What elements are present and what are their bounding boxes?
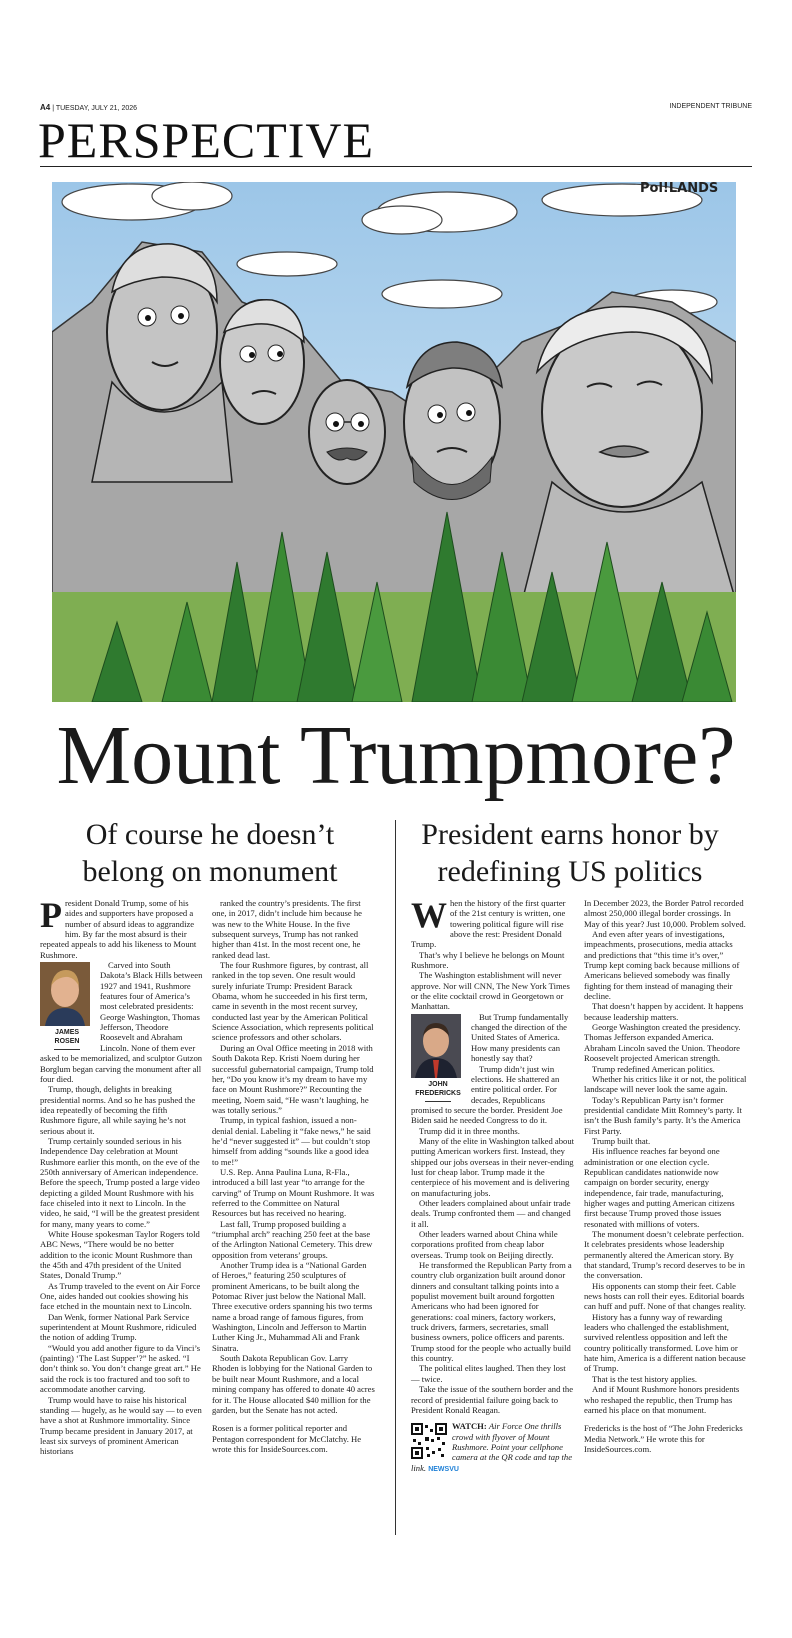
- paragraph: [411, 1126, 574, 1136]
- paragraph: [584, 1074, 747, 1095]
- paragraph: [212, 960, 375, 1043]
- paragraph-text: Many of the elite in Washington talked about putting American workers first. Instead, they shipped our jobs overseas in their never-ending lust for cheap labor. Trump made it the centerpiece of his movement and is delivering on manufacturing jobs.: [411, 1135, 574, 1198]
- paragraph: [584, 1001, 747, 1022]
- paragraph-text: As Trump traveled to the event on Air Force One, aides handed out cookies showing his face etched in the mountain next to Lincoln.: [40, 1280, 201, 1312]
- paragraph-text: That is the test history applies.: [592, 1373, 698, 1384]
- rosen-column-1: [40, 895, 203, 1457]
- paragraph-text: Another Trump idea is a “National Garden of Heroes,” featuring 250 sculptures of prominent Americans, to be built along the Potomac River just below the National Mall. Three executive orders spanning his two terms name a broad range of famous figures, from Washington, Lincoln and Jefferson to Martin Luther King Jr., Muhammad Ali and Frank Sinatra.: [212, 1260, 373, 1353]
- editorial-cartoon: [52, 182, 736, 702]
- paragraph: [411, 1198, 574, 1229]
- paragraph: [584, 1136, 747, 1146]
- paragraph-text: Last fall, Trump proposed building a “triumphal arch” reaching 250 feet at the base of the Arlington National Cemetery. This drew opposition from veterans’ groups.: [212, 1218, 373, 1260]
- paragraph-text: White House spokesman Taylor Rogers told ABC News, “There would be no better addition to the iconic Mount Rushmore than the 45th and 47th president of the United States, Donald Trump.”: [40, 1229, 200, 1281]
- paragraph: [40, 1395, 203, 1457]
- paragraph-text: Trump didn’t just win elections. He shattered an entire political order. For decades, Republicans promised to secure the border. President Joe Biden said he needed Congress to do it.: [411, 1063, 563, 1126]
- fredericks-column-1: [411, 895, 574, 1475]
- paragraph: [40, 895, 203, 960]
- qr-code-icon[interactable]: [411, 1423, 447, 1459]
- paragraph: [212, 1043, 375, 1115]
- watch-video-promo[interactable]: [411, 1421, 574, 1475]
- left-deck: Of course he doesn’t belong on monument: [82, 818, 338, 888]
- paragraph-text: Other leaders complained about unfair trade deals. Trump confronted them — and changed it all.: [411, 1197, 571, 1229]
- paragraph: [584, 929, 747, 1001]
- paragraph-text: Dan Wenk, former National Park Service superintendent at Mount Rushmore, ridiculed the notion of adding Trump.: [40, 1311, 197, 1343]
- paragraph-text: Carved into South Dakota’s Black Hills between 1927 and 1941, Rushmore features four of America’s most celebrated presidents: George Washington, Thomas Jefferson, Theodore Roosevelt and Abraham Lincoln. None of them ever asked to be memorialized, and sculptor Gutzon Borglum began carving the monument after all four died.: [40, 960, 203, 1084]
- paragraph-text: Trump would have to raise his historical standing — hugely, as he would say — to even have a shot at Rushmore immortality. Since Trump became president in January 2017, at least six surveys of prominent American historians: [40, 1394, 202, 1457]
- paragraph: [584, 898, 747, 929]
- paragraph-text: Take the issue of the southern border and the record of presidential failure going back to President Ronald Reagan.: [411, 1384, 574, 1415]
- paragraph: [212, 1353, 375, 1415]
- fredericks-last-name: FREDERICKS: [415, 1089, 461, 1097]
- paper-name: INDEPENDENT TRIBUNE: [669, 103, 752, 110]
- paragraph: [584, 1064, 747, 1074]
- right-deck: President earns honor by redefining US politics: [421, 818, 719, 888]
- paragraph-text: History has a funny way of rewarding leaders who challenged the establishment, survived relentless opposition and left the country politically transformed. Love him or hate him, America is a different nation because of Trump.: [584, 1311, 746, 1374]
- cartoonist-signature: Pol!LANDS: [640, 182, 719, 196]
- paragraph: [411, 1260, 574, 1363]
- section-title: PERSPECTIVE: [38, 112, 375, 168]
- paragraph-text: Whether his critics like it or not, the political landscape will never look the same again.: [584, 1073, 747, 1095]
- paragraph: [212, 1260, 375, 1353]
- paragraph: [40, 1229, 203, 1281]
- fredericks-tagline: Fredericks is the host of “The John Fredericks Media Network.” He wrote this for InsideSources.com.: [584, 1423, 743, 1454]
- paragraph-text: That doesn’t happen by accident. It happens because leadership matters.: [584, 1001, 744, 1022]
- watch-label: WATCH:: [452, 1421, 487, 1432]
- rosen-tagline: Rosen is a former political reporter and Pentagon correspondent for McClatchy. He wrote this for InsideSources.com.: [212, 1423, 362, 1454]
- paragraph-text: Trump certainly sounded serious in his Independence Day celebration at Mount Rushmore earlier this month, on the eve of the 250th anniversary of American independence. Before the speech, Trump posted a large video depicting a gilded Mount Rushmore with his face chiseled into it next to Lincoln. In the video, he said, “I will be the greatest president for many, many years to come.”: [40, 1135, 200, 1229]
- paragraph-text: And even after years of investigations, impeachments, prosecutions, media attacks and predictions that “this time it’s over,” Trump kept coming back because millions of Americans believed somebody was finally fighting for them instead of managing their decline.: [584, 929, 740, 1002]
- paragraph: [212, 898, 375, 960]
- paragraph-text: resident Donald Trump, some of his aides and supporters have proposed a number of absurd ideas to aggrandize him. By far the most absurd is their repeated appeals to add his likeness to Mount Rushmore.: [40, 898, 197, 960]
- paragraph-text: Today’s Republican Party isn’t former presidential candidate Mitt Romney’s party. It isn’t the Bush family’s party. It’s the America First Party.: [584, 1094, 742, 1136]
- fredericks-mugshot: [411, 1014, 465, 1102]
- paragraph-text: ranked the country’s presidents. The first one, in 2017, didn’t include him because he was new to the White House. In the five subsequent surveys, Trump has not ranked higher than 41st. In the most recent one, he ranked dead last.: [212, 898, 362, 960]
- column-divider: [395, 820, 396, 1535]
- paragraph: [584, 1022, 747, 1063]
- paragraph: [40, 1084, 203, 1136]
- lincoln-face: [404, 342, 502, 500]
- paragraph-text: His influence reaches far beyond one administration or one election cycle. Republican candidates nationwide now campaign on border security, energy independence, fair trade, manufacturing, higher wages and putting American citizens first because Trump proved those issues resonated with millions of voters.: [584, 1146, 735, 1229]
- paragraph: [40, 1281, 203, 1312]
- paragraph-text: The Washington establishment will never approve. Nor will CNN, The New York Times or the elite cocktail crowd in Georgetown or Manhattan.: [411, 970, 570, 1012]
- paragraph: [584, 1146, 747, 1229]
- paragraph: [411, 1229, 574, 1260]
- paragraph: [411, 970, 574, 1011]
- paragraph-text: The four Rushmore figures, by contrast, all ranked in the top seven. One result would surely infuriate Trump: President Barack Obama, whom he succeeded in his first term, came in seventh in the most recent survey, conducted last year by the American Political Science Association, which represents political science professors and other scholars.: [212, 960, 374, 1043]
- drop-cap: W: [411, 895, 447, 935]
- watch-text: Air Force One thrills crowd with flyover of Mount Rushmore. Point your cellphone camera at the QR code and tap the link.: [411, 1421, 573, 1473]
- paragraph-text: U.S. Rep. Anna Paulina Luna, R-Fla., introduced a bill last year “to arrange for the carving” of Trump on Mount Rushmore. It was referred to the Committee on Natural Resources but has received no hearing.: [212, 1166, 375, 1219]
- rosen-last-name: ROSEN: [54, 1038, 80, 1046]
- paragraph-text: Other leaders warned about China while corporations profited from cheap labor overseas. Trump took on Beijing directly.: [411, 1229, 558, 1260]
- paragraph: [584, 1312, 747, 1374]
- fredericks-first-name: JOHN: [428, 1080, 448, 1088]
- paragraph-text: That’s why I believe he belongs on Mount Rushmore.: [411, 949, 565, 971]
- rosen-photo: [40, 962, 90, 1026]
- drop-cap: P: [40, 895, 62, 935]
- paragraph-text: South Dakota Republican Gov. Larry Rhoden is lobbying for the National Garden to be built near Mount Rushmore, and a local mining company has offered to donate 40 acres for it. The House allocated $40 million for the garden, but the Senate has not acted.: [212, 1353, 375, 1415]
- paragraph: [40, 1312, 203, 1343]
- rosen-column-2: [212, 898, 375, 1454]
- paragraph-text: But Trump fundamentally changed the direction of the United States of America. How many presidents can honestly say that?: [471, 1011, 569, 1064]
- paragraph: [212, 1167, 375, 1219]
- paragraph-text: hen the history of the first quarter of the 21st century is written, one towering political figure will rise above the rest: President Donald Trump.: [411, 898, 566, 950]
- paragraph-text: Trump, though, delights in breaking presidential norms. And so he has pushed the idea repeatedly of becoming the fifth Rushmore figure, all while saying he’s not serious about it.: [40, 1084, 196, 1136]
- roosevelt-face: [309, 380, 385, 484]
- paragraph: [212, 1219, 375, 1260]
- fredericks-photo: [411, 1014, 461, 1078]
- paragraph: [584, 1229, 747, 1281]
- paragraph: [411, 1384, 574, 1415]
- jefferson-face: [220, 300, 304, 424]
- rosen-mugshot: [40, 962, 94, 1050]
- paragraph-text: “Would you add another figure to da Vinci’s (painting) ‘The Last Supper’?” he asked. “I don’t think so. You don’t change great art.” He said the rock is too fractured and too soft to accommodate another carving.: [40, 1342, 201, 1395]
- folio-bar: A4 | TUESDAY, JULY 21, 2026 INDEPENDENT TRIBUNE: [40, 103, 752, 112]
- paragraph-text: He transformed the Republican Party from a country club organization built around donor dinners and consultant talking points into a populist movement built around forgotten Americans who had been ignored for generations: coal miners, factory workers, truck drivers, farmers, secretaries, small business owners, police officers and parents. Trump stood for the people who actually build this country.: [411, 1260, 572, 1364]
- rosen-first-name: JAMES: [54, 1029, 80, 1037]
- paragraph: [411, 895, 574, 950]
- paragraph-text: The political elites laughed. Then they lost — twice.: [411, 1363, 566, 1384]
- paragraph: [40, 1136, 203, 1229]
- paragraph: [584, 1374, 747, 1384]
- paragraph: [411, 1363, 574, 1384]
- paragraph: [411, 1136, 574, 1198]
- paragraph-text: His opponents can stomp their feet. Cable news hosts can roll their eyes. Editorial boards can huff and puff. None of that changes reality.: [584, 1280, 746, 1312]
- paragraph-text: And if Mount Rushmore honors presidents who reshaped the republic, then Trump has earned his place on that monument.: [584, 1384, 740, 1415]
- fredericks-column-2: [584, 898, 747, 1454]
- paragraph: [411, 950, 574, 971]
- headline: Mount Trumpmore?: [56, 709, 736, 802]
- section-rule: [40, 166, 752, 167]
- paragraph-text: During an Oval Office meeting in 2018 with South Dakota Rep. Kristi Noem during her successful gubernatorial campaign, Trump told her, “Do you know it’s my dream to have my face on Mount Rushmore?” Recounting the meeting, Noem said, “He wasn’t laughing, he was totally serious.”: [212, 1042, 374, 1115]
- paragraph-text: George Washington created the presidency. Thomas Jefferson expanded America. Abraham Lincoln saved the Union. Theodore Roosevelt projected American strength.: [584, 1022, 741, 1064]
- paragraph-text: The monument doesn’t celebrate perfection. It celebrates presidents whose leadership permanently altered the American story. By that standard, Trump’s record deserves to be in the conversation.: [584, 1229, 745, 1281]
- paragraph: [212, 1115, 375, 1167]
- newsvu-logo: NEWSVU: [428, 1465, 459, 1473]
- paragraph: [584, 1281, 747, 1312]
- paragraph-text: Trump did it in three months.: [419, 1125, 520, 1136]
- paragraph: [40, 1343, 203, 1395]
- paragraph-text: Trump redefined American politics.: [592, 1063, 715, 1074]
- issue-date: TUESDAY, JULY 21, 2026: [55, 105, 138, 112]
- paragraph-text: Trump built that.: [592, 1135, 651, 1146]
- page-number: A4: [40, 103, 51, 112]
- rushmore-cartoon-illustration: [52, 182, 736, 702]
- paragraph-text: In December 2023, the Border Patrol recorded almost 250,000 illegal border crossings. In May of this year? Just 10,000. Problem solved.: [584, 898, 746, 929]
- paragraph-text: Trump, in typical fashion, issued a non-denial denial. Labeling it “fake news,” he said he’d “never suggested it” — but couldn’t stop himself from adding “sounds like a good idea to me!”: [212, 1115, 371, 1167]
- paragraph: [584, 1095, 747, 1136]
- paragraph: [584, 1384, 747, 1415]
